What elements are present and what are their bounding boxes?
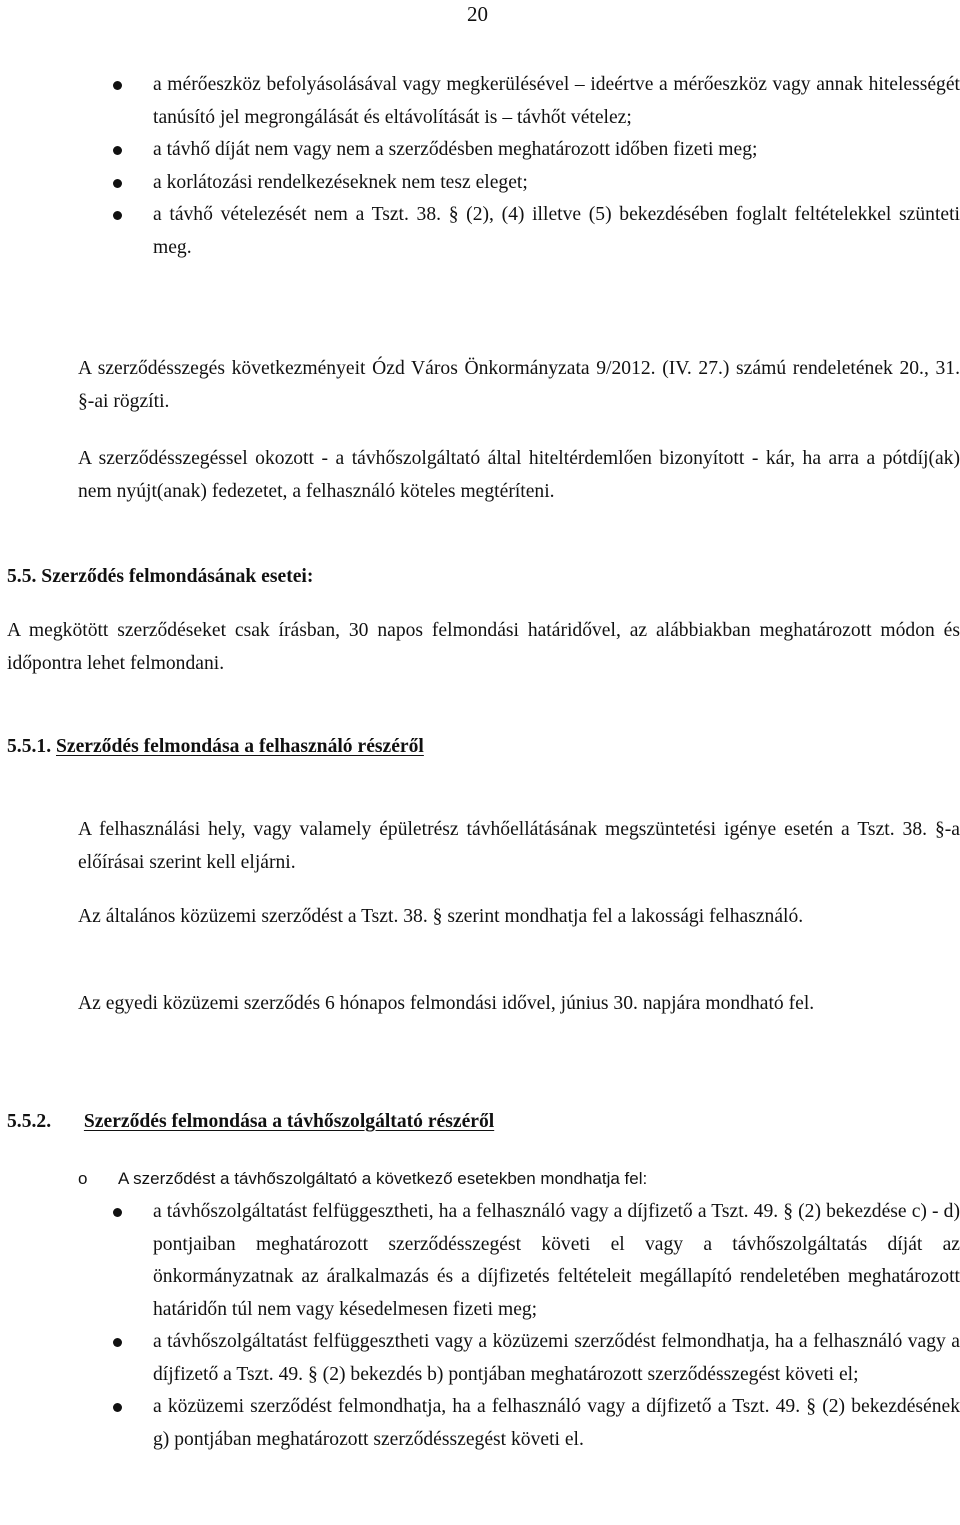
page-number: 20 [467,2,488,26]
provider-cases-list [100,1196,960,1456]
list-item: a távhő díját nem vagy nem a szerződésben meghatározott időben fizeti meg; [100,134,960,167]
section-number: 5.5.1. [7,736,52,757]
list-item: a közüzemi szerződést felmondhatja, ha a felhasználó vagy a díjfizető a Tszt. 49. § (2) bekezdésének g) pontjában meghatározott szerződésszegést követi el. [100,1391,960,1456]
consequences-paragraph: A szerződésszegés következményeit Ózd Város Önkormányzata 9/2012. (IV. 27.) számú rendeletének 20., 31. §-ai rögzíti. [78,358,960,412]
sub-bullet-marker: o [78,1169,88,1188]
provider-cases-intro-text: A szerződést a távhőszolgáltató a következő esetekben mondhatja fel: [118,1169,648,1188]
section-heading-5-5 [7,561,313,594]
section-heading-5-5-1 [7,731,424,764]
user-termination-paragraph: Az általános közüzemi szerződést a Tszt. 38. § szerint mondhatja fel a lakossági felhasználó. [78,906,804,927]
list-item: a távhőszolgáltatást felfüggesztheti, ha a felhasználó vagy a díjfizető a Tszt. 49. § (2) bekezdése c) - d) pontjaiban meghatározott szerződésszegést követi el vagy a távhőszolgáltatás díját az önkormányzatnak az áralkalmazás és a díjfizetés feltételeit megállapító rendeletében meghatározott határidőn túl nem vagy késedelmesen fizeti meg; [100,1196,960,1326]
user-termination-paragraph: Az egyedi közüzemi szerződés 6 hónapos felmondási idővel, június 30. napjára mondható fel. [78,993,815,1014]
list-item: a távhő vételezését nem a Tszt. 38. § (2), (4) illetve (5) bekezdésében foglalt feltételekkel szünteti meg. [100,199,960,264]
section-title: Szerződés felmondása a távhőszolgáltató részéről [83,1111,495,1132]
section-number: 5.5. [7,566,37,587]
section-number: 5.5.2. [7,1111,52,1132]
damage-paragraph: A szerződésszegéssel okozott - a távhőszolgáltató által hiteltérdemlően bizonyított - kár, ha arra a pótdíj(ak) nem nyújt(anak) fedezetet, a felhasználó köteles megtéríteni. [78,448,960,502]
section-heading-5-5-2 [7,1106,494,1139]
list-item: a mérőeszköz befolyásolásával vagy megkerülésével – ideértve a mérőeszköz vagy annak hitelességét tanúsító jel megrongálását és eltávolítását is – távhőt vételez; [100,69,960,134]
provider-cases-intro [78,1164,647,1194]
list-item: a távhőszolgáltatást felfüggesztheti vagy a közüzemi szerződést felmondhatja, ha a felhasználó vagy a díjfizető a Tszt. 49. § (2) bekezdés b) pontjában meghatározott szerződésszegést követi el; [100,1326,960,1391]
termination-intro-paragraph: A megkötött szerződéseket csak írásban, 30 napos felmondási határidővel, az alábbiakban meghatározott módon és időpontra lehet felmondani. [7,620,960,674]
section-title: Szerződés felmondásának esetei: [41,566,314,587]
user-termination-paragraph: A felhasználási hely, vagy valamely épületrész távhőellátásának megszüntetési igénye esetén a Tszt. 38. §-a előírásai szerint kell eljárni. [78,819,960,873]
section-title: Szerződés felmondása a felhasználó részéről [56,736,424,757]
list-item: a korlátozási rendelkezéseknek nem tesz eleget; [100,167,960,200]
breach-list [100,69,960,264]
